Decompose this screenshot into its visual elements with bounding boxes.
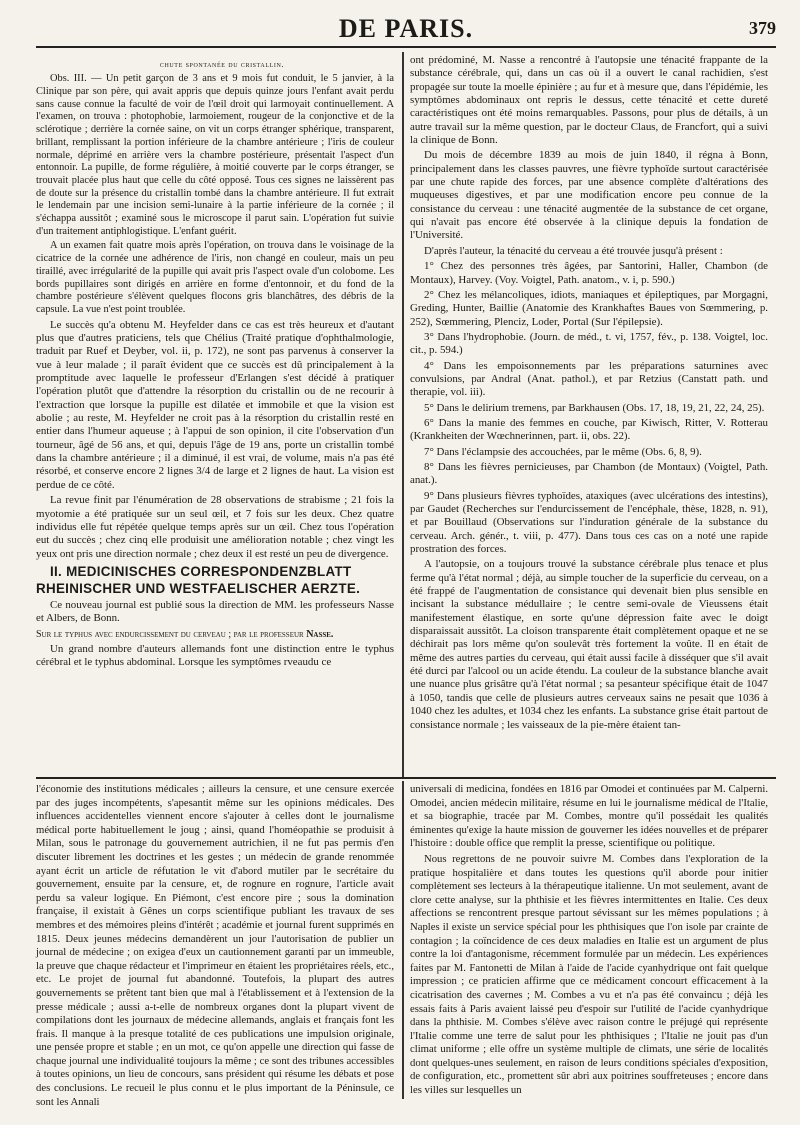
running-title: DE PARIS.	[338, 14, 474, 43]
autopsy-paragraph: A l'autopsie, on a toujours trouvé la substance cérébrale plus tenace et plus ferme qu'à l'état normal ; déjà, au simple toucher de la superficie du cerveau, on a été frappé de l'augmentation de consistance qui devenait bien plus sensible en incisant la substance médullaire ; le centre semi-ovale de Vieussens était manifestement élastique, en sorte qu'une dépression faite avec le doigt disparaissait aussitôt. La cloison transparente était complètement opaque et ne se déchirait pas lors même qu'on soulevât très fortement la voûte. Il en était de même des autres parties du cerveau, qui était aussi facile à disséquer que s'il avait été durci par l'alcool ou un acide étendu. La couleur de la substance blanche avait une nuance plus grisâtre qu'à l'état normal ; sa pesanteur spécifique était de 1047 à 1050, tandis que celle de plusieurs autres cerveaux sains ne pesait que 1036 à 1040 chez les adultes, et 1034 chez les enfants. La substance grise était partout de consistance normale ; les vaisseaux de la pie-mère étaient tan-	[410, 558, 768, 731]
list-item: 3° Dans l'hydrophobie. (Journ. de méd., t. vi, 1757, fév., p. 138. Voigtel, loc. cit., p. 594.)	[410, 330, 768, 357]
left-column-top	[36, 58, 394, 774]
tenacity-intro: D'après l'auteur, la ténacité du cerveau a été trouvée jusqu'à présent :	[424, 244, 723, 257]
list-item: 7° Dans l'éclampsie des accouchées, par le même (Obs. 6, 8, 9).	[424, 445, 702, 458]
strabismus-paragraph: La revue finit par l'énumération de 28 observations de strabisme ; 21 fois la myotomie a été pratiquée sur un seul œil, et 7 fois sur les deux. Chez quatre individus elle fut répétée quelque temps après sur un œil. Chez tous l'opération eut du succès ; chez cinq elle produisit une amélioration notable ; chez vingt les yeux ont pris une direction normale ; chez deux il est resté un peu de divergence.	[36, 494, 394, 560]
examination-paragraph: A un examen fait quatre mois après l'opération, on trouva dans le voisinage de la cicatrice de la cornée une adhérence de l'iris, non changé en couleur, mais un peu tiraillé, avec irrégularité de la pupille qui avait pris l'aspect ovale d'un colobome. Les bords pupillaires sont dirigés en arrière en forme d'entonnoir, et du fond de la chambre postérieure s'élèvent quelques flocons gris blanchâtres, des débris de la capsule. La vue n'est point troublée.	[36, 240, 394, 315]
section-rule	[36, 777, 776, 779]
journal-paragraph: Ce nouveau journal est publié sous la direction de MM. les professeurs Nasse et Albers, de Bonn.	[36, 598, 394, 625]
list-item: 2° Chez les mélancoliques, idiots, maniaques et épileptiques, par Morgagni, Greding, Hunter, Baillie (Anatomie des Krankhaftes Baues von Sœmmering, p. 252), Sœmmering, Plenciz, Loder, Portal (Sur l'épilepsie).	[410, 288, 768, 328]
article-author: Nasse.	[306, 628, 334, 640]
list-item: 4° Dans les empoisonnements par les préparations saturnines avec convulsions, par Andral (Anat. pathol.), et par Retzius (Canstatt path. und therapie, vol. iii).	[410, 359, 768, 399]
right-column-bottom	[410, 783, 768, 1097]
december-paragraph: Du mois de décembre 1839 au mois de juin 1840, il régna à Bonn, principalement dans les classes pauvres, une fièvre typhoïde surtout caractérisée par une chute rapide des forces, par une absence complète d'altérations des muqueuses digestives, et par une modification encore peu connue de la consistance du cerveau : une ténacité augmentée de la substance de cet organe, qui n'avait pas encore été observée à la clinique depuis la fondation de l'Université.	[410, 149, 768, 242]
column-rule-top	[402, 52, 404, 777]
list-item: 1° Chez des personnes très âgées, par Santorini, Haller, Chambon (de Montaux), Harvey. (Voy. Voigtel, Path. anatom., v. i, p. 590.)	[410, 260, 768, 286]
annali-paragraph: universali di medicina, fondées en 1816 par Omodei et continuées par M. Calperni. Omodei, ancien médecin militaire, résume en lui le journalisme médical de l'Italie, et sa biographie, tracée par M. Combes, montre qu'il possédait les qualités éminentes qu'exige la haute mission de gouverner les idées nouvelles et de préparer l'histoire : double office que remplit la presse, scientifique ou politique.	[410, 783, 768, 850]
phthisis-paragraph: Nous regrettons de ne pouvoir suivre M. Combes dans l'exploration de la pratique hospitalière et dans toutes les questions qu'il aborde pour initier complètement ses lecteurs à la thérapeutique italienne. Un mot seulement, avant de clore cette analyse, sur la phthisie et les fièvres intermittentes en Italie. Ces deux affections se rencontrent presque partout sévissant sur les mêmes populations ; à Naples il existe un service spécial pour les phthisiques que l'on isole par crainte de contagion ; la coïncidence de ces deux maladies en Italie est un argument de plus contre la loi d'antagonisme, récemment formulée par un médecin. Les expériences faites par M. Fantonetti de Milan à l'aide de l'acide cyanhydrique ont fait quelque impression ; ce praticien affirme que ce médicament concourt efficacement à la cicatrisation des cavernes ; M. Combes a vu et n'a pas été convaincu ; déjà les essais faits à Paris avaient laissé peu d'espoir sur l'utilité de l'acide cyanhydrique dans la phthisie. M. Combes s'élève avec raison contre le préjugé qui représente l'Italie comme une terre de salut pour les phthisiques ; l'Italie ne jouit pas d'un climat uniforme ; elle offre un système multiple de climats, une série de localités dont quelques-unes seulement, en raison de leurs conditions spéciales d'exposition, de configuration, etc., promettent sûr abri aux poitrines souffreteuses ; encore dans les villes sur lesquelles un	[410, 852, 768, 1097]
list-item: 8° Dans les fièvres pernicieuses, par Chambon (de Montaux) (Voigtel, Path. anat.).	[410, 460, 768, 487]
left-column-bottom	[36, 783, 394, 1108]
page-header	[36, 12, 776, 48]
right-column-top	[410, 54, 768, 774]
page-number: 379	[749, 18, 776, 38]
typhus-paragraph: Un grand nombre d'auteurs allemands font une distinction entre le typhus cérébral et le typhus abdominal. Lorsque les symptômes rveaudu ce	[36, 642, 394, 668]
list-item: 5° Dans le delirium tremens, par Barkhausen (Obs. 17, 18, 19, 21, 22, 24, 25).	[424, 401, 765, 414]
list-item: 6° Dans la manie des femmes en couche, par Kiwisch, Ritter, V. Rotterau (Krankheiten der Wœchnerinnen, part. ii, obs. 22).	[410, 416, 768, 443]
intro-paragraph: ont prédominé, M. Nasse a rencontré à l'autopsie une ténacité frappante de la substance cérébrale, qui, dans un cas où il a ouvert le canal rachidien, s'est propagée sur toute la moelle épinière ; au fur et à mesure que, dans l'épidémie, les symptômes abdominaux ont repris le dessus, cette ténacité et cette dureté caractéristiques ont été moins remarquables. Passons, pour plus de détails, à un autre travail sur la même question, par le docteur Claus, de Francfort, qui a suivi la clinique de Bonn.	[410, 54, 768, 147]
press-paragraph: l'économie des institutions médicales ; ailleurs la censure, et une censure exercée par des juges incompétents, s'apesantit même sur les opinions médicales. Des influences accidentelles viennent encore s'ajouter à celles dont le journalisme médical porte habituellement le joug ; ainsi, quand l'homéopathie se produisit à Milan, sous le patronage du gouvernement autrichien, il ne fut pas permis d'en discuter librement les doctrines et les gestes ; un médecin de grande renommée ayant écrit un article de réfutation le vit d'abord mutiler par le secrétaire du gouvernement, ensuite par la censure, et, de rognure en rognure, l'article avait perdu sa valeur logique. En Piémont, c'est encore pire ; sous la domination française, il existait à Gênes un corps scientifique publiant les travaux de ses membres et des mémoires pleins d'intérêt ; académie et journal furent supprimés en 1815. Deux jeunes médecins demandèrent un jour l'autorisation de publier un journal de médecine ; on exigea d'eux un cautionnement garanti par un immeuble, la preuve que chaque rédacteur et l'imprimeur en étaient les propriétaires réels, etc., etc. Le projet de journal fut abandonné. Toutefois, la plupart des autres gouvernements se prêtent tant bien que mal à l'établissement et à l'extension de la presse médicale ; aussi a-t-elle de nombreux organes dont la plupart vivent de compilations dont les journaux de médecine allemands, anglais et français font les frais. Il manque à la presque totalité de ces publications une impulsion originale, une pensée propre et stable ; en un mot, ce qu'on appelle une direction qui fasse de chaque journal une individualité toujours la même ; ce sont des tribunes accessibles à toutes opinions, un lieu de concours, sans président qui résume les débats et pose des conclusions. Le recueil le plus connu et le plus important de la Péninsule, ce sont les Annali	[36, 783, 394, 1108]
observation-paragraph: Obs. III. — Un petit garçon de 3 ans et 9 mois fut conduit, le 5 janvier, à la Clinique par son père, qui avait appris que depuis quinze jours l'enfant avait perdu sans cause connue la faculté de voir de l'œil droit qui larmoyait continuellement. A l'examen, on trouva : photophobie, larmoiement, rougeur de la conjonctive et de la sclérotique ; derrière la cornée saine, on vit un corps étranger sphérique, transparent, brillant, remplissant la portion inférieure de la chambre antérieure ; l'iris de couleur normale, déprimé en arrière vers la chambre postérieure, présentait l'aspect d'un entonnoir. La pupille, de forme régulière, à moitié couverte par le corps étranger, se trouvait placée plus haut que celle du côté opposé. Tous ces signes ne laissèrent pas de doute sur la présence du cristallin tombé dans la chambre antérieure. Il fut extrait le lendemain par une incision semi-lunaire à la partie inférieure de la cornée ; il s'échappa aussitôt ; examiné sous le microscope il parut sain. L'opération fut suivie d'un traitement antiphlogistique. L'enfant guérit.	[36, 73, 394, 237]
subheading-chute: chute spontanée du cristallin.	[159, 59, 285, 69]
article-title	[36, 628, 394, 641]
column-rule-bottom	[402, 781, 404, 1099]
success-paragraph: Le succès qu'a obtenu M. Heyfelder dans ce cas est très heureux et d'autant plus que d'autres praticiens, tels que Chélius (Traité pratique d'ophthalmologie, traduit par Ruef et Deyber, vol. ii, p. 172), ne sont pas parvenus à conserver la vue à leur malade ; il paraît évident que ce succès est dû principalement à la promptitude avec laquelle le professeur d'Erlangen s'est décidé à pratiquer l'opération plutôt que d'attendre la résorption du cristallin ou de ne recourir à l'extraction que lorsque la pupille est dilatée et immobile et que la vision est abolie ; au reste, M. Heyfelder ne croit pas à la résorption du cristallin resté en entier dans l'humeur aqueuse ; à l'appui de son opinion, il cite l'observation d'un tourneur, âgé de 56 ans, et qui, depuis l'âge de 19 ans, porte un cristallin tombé dans la chambre antérieure ; il a diminué, il est vrai, de volume, mais n'a pas été résorbé, et conserve encore 2 lignes 3/4 de large et 2 lignes de haut. La vision est perdue de ce côté.	[36, 318, 394, 491]
article-title-text: Sur le typhus avec endurcissement du cerveau ; par le professeur	[36, 628, 304, 640]
section-title: II. MEDICINISCHES CORRESPONDENZBLATT RHEINISCHER UND WESTFAELISCHER AERZTE.	[36, 563, 361, 596]
list-item: 9° Dans plusieurs fièvres typhoïdes, ataxiques (avec ulcérations des intestins), par Gaudet (Recherches sur l'endurcissement de l'encéphale, thèse, 1828, n. 91), et par Bouillaud (Observations sur l'induration générale de la substance du cerveau. Arch. génér., t. viii, p. 477). Dans tous ces cas on a noté une rapide prostration des forces.	[410, 489, 768, 556]
